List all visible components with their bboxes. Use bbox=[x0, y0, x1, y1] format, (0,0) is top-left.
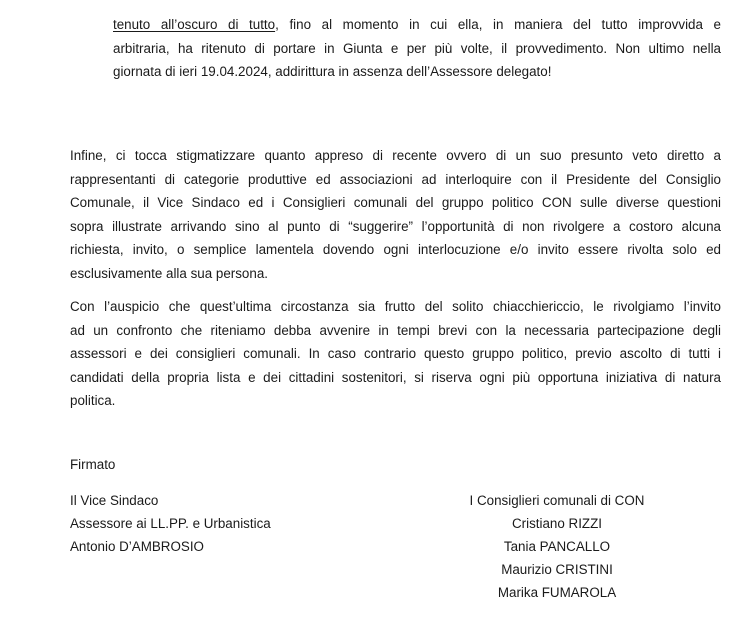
paragraph-1 bbox=[113, 13, 721, 84]
paragraph-line: esclusivamente alla sua persona. bbox=[70, 265, 268, 281]
signatory-name: Maurizio CRISTINI bbox=[501, 562, 613, 577]
signature-right-block bbox=[462, 489, 652, 604]
paragraph-3 bbox=[70, 295, 721, 413]
paragraph-line: Infine, ci tocca stigmatizzare quanto appreso di recente ovvero di un suo presunto veto diretto a bbox=[70, 148, 721, 163]
paragraph-line: ad un confronto che riteniamo debba avvenire in tempi brevi con la necessaria partecipazione degli bbox=[70, 322, 721, 338]
paragraph-line: Comunale, il Vice Sindaco ed i Consiglieri comunali del gruppo politico CON sulle diverse questioni bbox=[70, 195, 721, 211]
signatory-role: Il Vice Sindaco bbox=[70, 493, 159, 508]
underlined-phrase: tenuto all’oscuro di tutto bbox=[113, 17, 276, 32]
signatory-name: Marika FUMAROLA bbox=[497, 585, 617, 600]
paragraph-line: assessori e dei consiglieri comunali. In caso contrario questo gruppo politico, previo ascolto di tutti i bbox=[70, 346, 721, 362]
paragraph-line: candidati della propria lista e dei cittadini sostenitori, si riserva ogni più opportuna iniziativa di natura bbox=[70, 369, 721, 385]
line-text: , fino al momento in cui ella, in maniera del tutto improvvida e bbox=[275, 17, 721, 32]
signature-left-block bbox=[70, 489, 271, 558]
signatory-role: Assessore ai LL.PP. e Urbanistica bbox=[70, 516, 271, 531]
paragraph-line: giornata di ieri 19.04.2024, addirittura in assenza dell’Assessore delegato! bbox=[113, 64, 552, 80]
signatory-name: Tania PANCALLO bbox=[503, 539, 611, 554]
signatory-name: Cristiano RIZZI bbox=[511, 516, 603, 531]
signatory-name: Antonio D’AMBROSIO bbox=[70, 539, 204, 554]
paragraph-line: richiesta, invito, o semplice lamentela dovendo ogni interlocuzione e/o invito essere rivolta solo ed bbox=[70, 242, 721, 258]
paragraph-line: rappresentanti di categorie produttive ed associazioni ad interloquire con il Presidente del Consiglio bbox=[70, 171, 721, 187]
paragraph-line bbox=[113, 13, 721, 37]
signed-label: Firmato bbox=[70, 457, 116, 472]
paragraph-line: sopra illustrate arrivando sino al punto di “suggerire” l’opportunità di non rivolgere a costoro alcuna bbox=[70, 218, 721, 234]
paragraph-line: Con l’auspicio che quest’ultima circostanza sia frutto del solito chiacchiericcio, le rivolgiamo l’invito bbox=[70, 299, 721, 314]
paragraph-line: arbitraria, ha ritenuto di portare in Giunta e per più volte, il provvedimento. Non ultimo nella bbox=[113, 40, 721, 56]
paragraph-2 bbox=[70, 144, 721, 286]
paragraph-line: politica. bbox=[70, 393, 116, 409]
signatory-group-title: I Consiglieri comunali di CON bbox=[469, 493, 645, 508]
